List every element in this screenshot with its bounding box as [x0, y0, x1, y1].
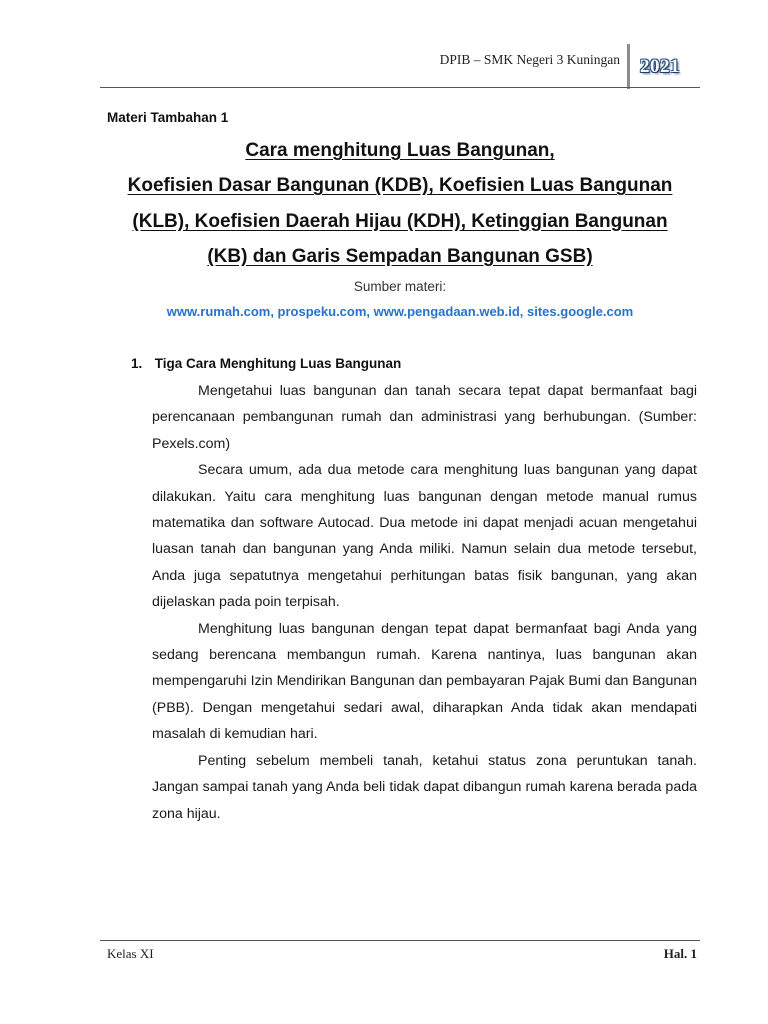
footer-class: Kelas XI: [107, 946, 154, 961]
footer-page-number: Hal. 1: [663, 946, 697, 961]
title-line-2: Koefisien Dasar Bangunan (KDB), Koefisien Luas Bangunan: [127, 175, 673, 197]
section-label: Materi Tambahan 1: [107, 110, 229, 125]
paragraph-4: Penting sebelum membeli tanah, ketahui status zona peruntukan tanah. Jangan sampai tanah yang Anda beli tidak dapat dibangun rumah karena berada pada zona hijau.: [152, 752, 697, 822]
section-heading-text: Tiga Cara Menghitung Luas Bangunan: [154, 356, 402, 371]
footer-rule: [100, 940, 700, 941]
section-number: 1.: [131, 356, 143, 371]
section-heading: [131, 356, 401, 371]
source-label: Sumber materi:: [353, 279, 447, 294]
paragraph-2: Secara umum, ada dua metode cara menghitung luas bangunan yang dapat dilakukan. Yaitu cara menghitung luas bangunan dengan metode manual rumus matematika dan software Autocad. Dua metode ini dapat menjadi acuan mengetahui luasan tanah dan bangunan yang Anda miliki. Namun selain dua metode tersebut, Anda juga sepatutnya mengetahui perhitungan batas fisik bangunan, yang akan dijelaskan pada poin terpisah.: [152, 462, 697, 611]
document-title: [100, 133, 700, 274]
title-line-4: (KB) dan Garis Sempadan Bangunan GSB): [207, 245, 593, 267]
body-text: [152, 378, 697, 827]
paragraph-3: Menghitung luas bangunan dengan tepat dapat bermanfaat bagi Anda yang sedang berencana membangun rumah. Karena nantinya, luas bangunan akan mempengaruhi Izin Mendirikan Bangunan dan pembayaran Pajak Bumi dan Bangunan (PBB). Dengan mengetahui sedari awal, diharapkan Anda tidak akan mendapati masalah di kemudian hari.: [152, 620, 697, 743]
title-line-1: Cara menghitung Luas Bangunan,: [245, 140, 555, 161]
header-text: DPIB – SMK Negeri 3 Kuningan: [439, 52, 620, 67]
paragraph-1: Mengetahui luas bangunan dan tanah secara tepat dapat bermanfaat bagi perencanaan pembangunan rumah dan administrasi yang berhubungan. (Sumber: Pexels.com): [152, 383, 697, 452]
title-line-3: (KLB), Koefisien Daerah Hijau (KDH), Ketinggian Bangunan: [132, 210, 668, 232]
header-rule: [100, 87, 700, 88]
header-divider: [627, 44, 630, 89]
header-year: 2021: [640, 56, 680, 77]
source-links[interactable]: www.rumah.com, prospeku.com, www.pengadaan.web.id, sites.google.com: [166, 304, 634, 319]
